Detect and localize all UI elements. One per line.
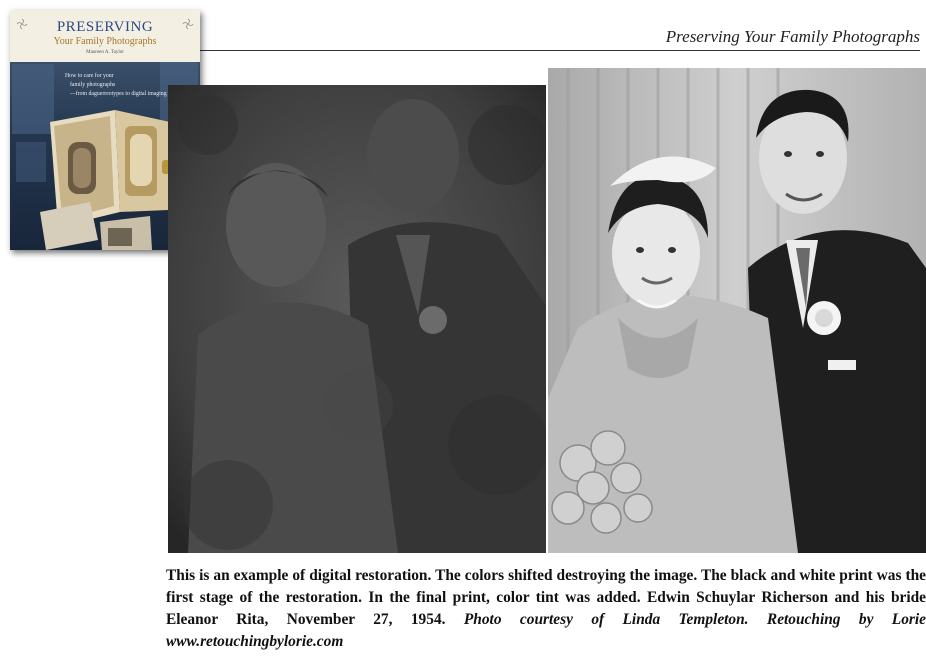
restored-photo-image xyxy=(548,68,926,553)
caption-credit: Photo courtesy of Linda Templeton. Retouching by Lorie www.retouchingbylorie.com xyxy=(166,611,926,650)
faded-photo-image xyxy=(168,85,546,553)
caption-main: This is an example of digital restoration. The colors shifted destroying the image. The black and white print was the first stage of the restoration. In the final print, color tint was added. Edwin Schuylar Richerson and his bride Eleanor Rita, November 27, 1954. xyxy=(166,567,926,628)
cover-title-band xyxy=(10,10,200,62)
cover-tagline xyxy=(65,72,185,99)
cover-title: PRESERVING xyxy=(56,19,154,35)
cover-tagline-line: —from daguerreotypes to digital imaging xyxy=(70,91,167,97)
cover-tagline-line: How to care for your xyxy=(65,73,114,79)
cover-subtitle: Your Family Photographs xyxy=(53,36,157,47)
cover-tagline-line: family photographs xyxy=(70,82,116,88)
faded-original-photo xyxy=(168,85,546,553)
photo-caption xyxy=(166,565,926,653)
restored-photo xyxy=(548,68,926,553)
cover-author: Maureen A. Taylor xyxy=(86,50,124,55)
running-header: Preserving Your Family Photographs xyxy=(665,27,920,46)
header-rule xyxy=(200,50,920,51)
